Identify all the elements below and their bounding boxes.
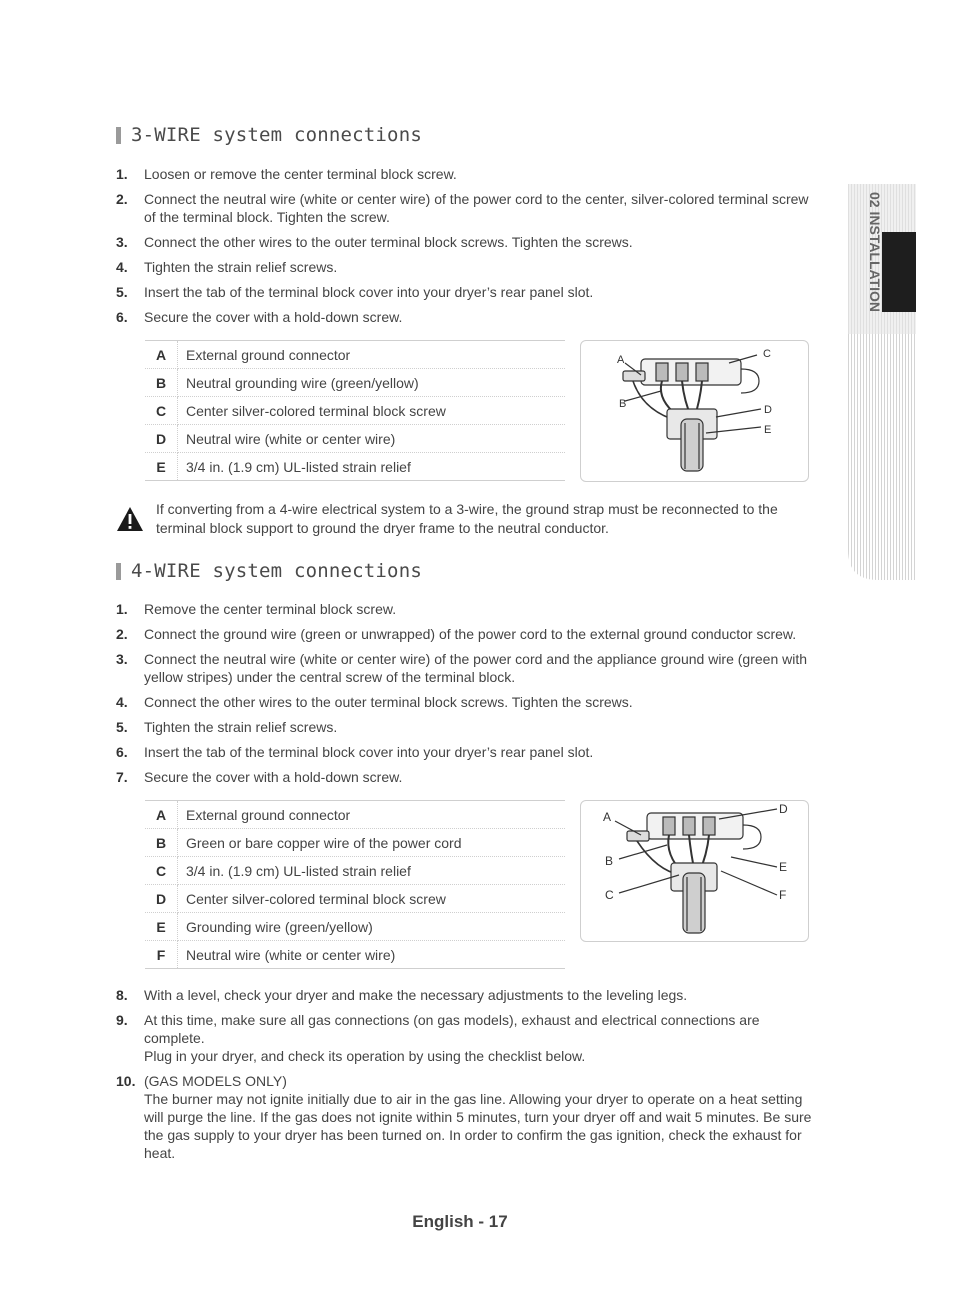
- section-title-text: 4-WIRE system connections: [131, 560, 422, 582]
- heading-marker: [116, 563, 121, 580]
- diagram-label-c: C: [605, 888, 614, 902]
- step-text: Connect the other wires to the outer terminal block screws. Tighten the screws.: [144, 694, 633, 710]
- legend-description: Center silver-colored terminal block screw: [178, 397, 566, 425]
- legend-key: F: [145, 941, 178, 969]
- legend-row: [145, 829, 565, 857]
- step-number: 4.: [116, 259, 128, 275]
- step-text: Tighten the strain relief screws.: [144, 719, 338, 735]
- legend-row: [145, 425, 565, 453]
- diagram-label-a: A: [617, 354, 625, 366]
- step-item: [116, 600, 816, 618]
- section-title-text: 3-WIRE system connections: [131, 124, 422, 146]
- step-item: [116, 1011, 816, 1065]
- legend-row: [145, 941, 565, 969]
- step-number: 5.: [116, 284, 128, 300]
- legend-description: Green or bare copper wire of the power cord: [178, 829, 566, 857]
- steps-list-final: [116, 986, 816, 1169]
- step-number: 1.: [116, 601, 128, 617]
- section-heading-3-wire: [116, 124, 422, 146]
- section-side-tab: [848, 184, 916, 580]
- step-text: Connect the neutral wire (white or center wire) of the power cord and the appliance ground wire (green with: [144, 651, 808, 667]
- legend-row: [145, 913, 565, 941]
- step-item: [116, 650, 816, 686]
- step-number: 6.: [116, 309, 128, 325]
- warning-line-1: If converting from a 4-wire electrical system to a 3-wire, the ground strap must be reconnected to the: [156, 501, 778, 517]
- warning-text: [156, 500, 778, 538]
- legend-row: [145, 801, 565, 829]
- legend-description: 3/4 in. (1.9 cm) UL-listed strain relief: [178, 453, 566, 481]
- step-item: [116, 233, 816, 251]
- step-item: [116, 283, 816, 301]
- step-item: [116, 718, 816, 736]
- step-text: Loosen or remove the center terminal block screw.: [144, 166, 457, 182]
- step-text: Secure the cover with a hold-down screw.: [144, 309, 403, 325]
- steps-list-4-wire: [116, 600, 816, 793]
- step-text: Insert the tab of the terminal block cover into your dryer’s rear panel slot.: [144, 284, 594, 300]
- legend-key: C: [145, 397, 178, 425]
- step-item: [116, 190, 816, 226]
- step-number: 1.: [116, 166, 128, 182]
- step-item: [116, 743, 816, 761]
- legend-description: Neutral wire (white or center wire): [178, 425, 566, 453]
- step-text: The burner may not ignite initially due to air in the gas line. Allowing your dryer to operate on a heat setting: [144, 1091, 803, 1107]
- step-item: [116, 625, 816, 643]
- step-item: [116, 308, 816, 326]
- step-number: 7.: [116, 769, 128, 785]
- step-item: [116, 768, 816, 786]
- step-text: Connect the ground wire (green or unwrapped) of the power cord to the external ground conductor screw.: [144, 626, 797, 642]
- step-number: 9.: [116, 1012, 128, 1028]
- legend-description: External ground connector: [178, 341, 566, 369]
- legend-key: B: [145, 369, 178, 397]
- legend-row: [145, 397, 565, 425]
- legend-description: Neutral grounding wire (green/yellow): [178, 369, 566, 397]
- legend-row: [145, 341, 565, 369]
- step-text: Remove the center terminal block screw.: [144, 601, 397, 617]
- legend-description: Grounding wire (green/yellow): [178, 913, 566, 941]
- step-text: heat.: [144, 1145, 176, 1161]
- page-number: English - 17: [412, 1212, 508, 1231]
- step-number: 6.: [116, 744, 128, 760]
- diagram-label-d: D: [764, 404, 772, 416]
- terminal-block-diagram-4-wire: [580, 800, 809, 942]
- legend-description: 3/4 in. (1.9 cm) UL-listed strain relief: [178, 857, 566, 885]
- diagram-label-c: C: [763, 348, 771, 360]
- step-text: Plug in your dryer, and check its operation by using the checklist below.: [144, 1048, 586, 1064]
- legend-description: Neutral wire (white or center wire): [178, 941, 566, 969]
- section-heading-4-wire: [116, 560, 422, 582]
- step-number: 3.: [116, 234, 128, 250]
- terminal-block-diagram-3-wire: [580, 340, 809, 482]
- step-item: [116, 693, 816, 711]
- steps-list-3-wire: [116, 165, 816, 333]
- step-text: Secure the cover with a hold-down screw.: [144, 769, 403, 785]
- step-text: Insert the tab of the terminal block cover into your dryer’s rear panel slot.: [144, 744, 594, 760]
- legend-key: E: [145, 453, 178, 481]
- step-number: 4.: [116, 694, 128, 710]
- step-item: [116, 1072, 816, 1162]
- step-text: Connect the other wires to the outer terminal block screws. Tighten the screws.: [144, 234, 633, 250]
- step-number: 2.: [116, 191, 128, 207]
- legend-table-3-wire: [145, 340, 565, 481]
- step-item: [116, 165, 816, 183]
- legend-description: Center silver-colored terminal block screw: [178, 885, 566, 913]
- diagram-label-f: F: [779, 888, 787, 902]
- legend-key: A: [145, 341, 178, 369]
- step-text: With a level, check your dryer and make the necessary adjustments to the leveling legs.: [144, 987, 688, 1003]
- diagram-label-b: B: [619, 398, 627, 410]
- step-number: 2.: [116, 626, 128, 642]
- warning-line-2: terminal block support to ground the dryer frame to the neutral conductor.: [156, 520, 609, 536]
- legend-description: External ground connector: [178, 801, 566, 829]
- step-number: 10.: [116, 1073, 136, 1089]
- legend-row: [145, 369, 565, 397]
- step-number: 5.: [116, 719, 128, 735]
- step-number: 8.: [116, 987, 128, 1003]
- step-text: the gas supply to your dryer has been turned on. In order to confirm the gas ignition, check the exhaust for: [144, 1127, 802, 1143]
- diagram-label-a: A: [603, 810, 612, 824]
- diagram-label-e: E: [779, 860, 788, 874]
- legend-key: A: [145, 801, 178, 829]
- step-text: Tighten the strain relief screws.: [144, 259, 338, 275]
- legend-key: B: [145, 829, 178, 857]
- step-item: [116, 258, 816, 276]
- step-text: of the terminal block. Tighten the screw.: [144, 209, 390, 225]
- diagram-label-e: E: [764, 424, 772, 436]
- step-text: (GAS MODELS ONLY): [144, 1073, 287, 1089]
- step-text: Connect the neutral wire (white or center wire) of the power cord to the center, silver-colored terminal screw: [144, 191, 809, 207]
- legend-table-4-wire: [145, 800, 565, 969]
- heading-marker: [116, 127, 121, 144]
- step-text: will purge the line. If the gas does not ignite within 5 minutes, turn your dryer off and wait 5 minutes. Be sure: [144, 1109, 812, 1125]
- diagram-label-b: B: [605, 854, 614, 868]
- legend-row: [145, 885, 565, 913]
- warning-icon: [116, 506, 144, 532]
- legend-key: D: [145, 885, 178, 913]
- legend-key: E: [145, 913, 178, 941]
- legend-row: [145, 857, 565, 885]
- step-text: yellow stripes) under the central screw of the terminal block.: [144, 669, 516, 685]
- step-item: [116, 986, 816, 1004]
- side-tab-label: 02 INSTALLATION: [867, 192, 883, 313]
- legend-row: [145, 453, 565, 481]
- diagram-label-d: D: [779, 802, 788, 816]
- warning-note: [116, 500, 816, 538]
- legend-key: C: [145, 857, 178, 885]
- step-text: At this time, make sure all gas connections (on gas models), exhaust and electrical connections are complete.: [144, 1012, 760, 1046]
- step-number: 3.: [116, 651, 128, 667]
- legend-key: D: [145, 425, 178, 453]
